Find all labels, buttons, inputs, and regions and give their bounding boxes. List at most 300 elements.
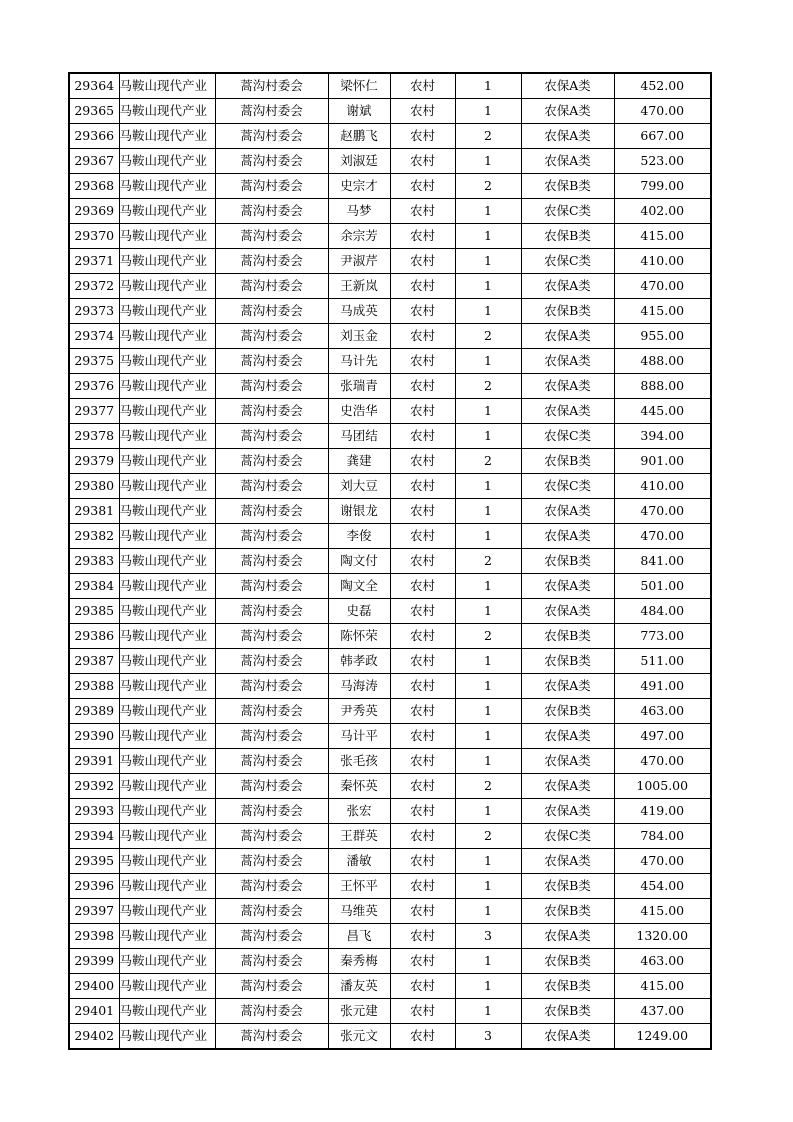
committee-cell: 蒿沟村委会 [215,324,328,349]
count-cell: 1 [455,724,521,749]
organization-cell: 马鞍山现代产业 [119,724,215,749]
organization-cell: 马鞍山现代产业 [119,199,215,224]
amount-cell: 452.00 [614,73,711,99]
amount-cell: 415.00 [614,299,711,324]
amount-cell: 488.00 [614,349,711,374]
record-id-cell: 29375 [69,349,119,374]
area-type-cell: 农村 [390,624,455,649]
name-cell: 王新岚 [328,274,390,299]
organization-cell: 马鞍山现代产业 [119,374,215,399]
amount-cell: 445.00 [614,399,711,424]
committee-cell: 蒿沟村委会 [215,774,328,799]
name-cell: 尹淑芹 [328,249,390,274]
record-id-cell: 29398 [69,924,119,949]
area-type-cell: 农村 [390,849,455,874]
record-id-cell: 29397 [69,899,119,924]
insurance-type-cell: 农保B类 [521,649,614,674]
table-row [69,199,711,224]
count-cell: 2 [455,549,521,574]
name-cell: 刘淑廷 [328,149,390,174]
amount-cell: 415.00 [614,974,711,999]
area-type-cell: 农村 [390,1024,455,1050]
organization-cell: 马鞍山现代产业 [119,749,215,774]
count-cell: 3 [455,924,521,949]
count-cell: 1 [455,199,521,224]
amount-cell: 394.00 [614,424,711,449]
table-row [69,524,711,549]
amount-cell: 415.00 [614,899,711,924]
table-row [69,974,711,999]
name-cell: 张元建 [328,999,390,1024]
insurance-type-cell: 农保A类 [521,274,614,299]
area-type-cell: 农村 [390,874,455,899]
table-row [69,549,711,574]
amount-cell: 888.00 [614,374,711,399]
count-cell: 1 [455,299,521,324]
area-type-cell: 农村 [390,674,455,699]
count-cell: 2 [455,824,521,849]
count-cell: 1 [455,249,521,274]
area-type-cell: 农村 [390,549,455,574]
record-id-cell: 29390 [69,724,119,749]
organization-cell: 马鞍山现代产业 [119,524,215,549]
committee-cell: 蒿沟村委会 [215,949,328,974]
count-cell: 1 [455,599,521,624]
insurance-type-cell: 农保A类 [521,349,614,374]
count-cell: 1 [455,749,521,774]
count-cell: 1 [455,899,521,924]
count-cell: 2 [455,774,521,799]
table-row [69,799,711,824]
name-cell: 余宗芳 [328,224,390,249]
amount-cell: 470.00 [614,99,711,124]
record-id-cell: 29393 [69,799,119,824]
name-cell: 王怀平 [328,874,390,899]
committee-cell: 蒿沟村委会 [215,874,328,899]
amount-cell: 415.00 [614,224,711,249]
table-row [69,424,711,449]
insurance-type-cell: 农保A类 [521,849,614,874]
count-cell: 1 [455,674,521,699]
insurance-type-cell: 农保C类 [521,199,614,224]
insurance-type-cell: 农保B类 [521,624,614,649]
area-type-cell: 农村 [390,649,455,674]
committee-cell: 蒿沟村委会 [215,149,328,174]
amount-cell: 410.00 [614,474,711,499]
count-cell: 1 [455,224,521,249]
record-id-cell: 29367 [69,149,119,174]
amount-cell: 667.00 [614,124,711,149]
insurance-type-cell: 农保B类 [521,974,614,999]
organization-cell: 马鞍山现代产业 [119,149,215,174]
name-cell: 韩孝政 [328,649,390,674]
record-id-cell: 29376 [69,374,119,399]
count-cell: 3 [455,1024,521,1050]
organization-cell: 马鞍山现代产业 [119,324,215,349]
record-id-cell: 29396 [69,874,119,899]
table-row [69,449,711,474]
organization-cell: 马鞍山现代产业 [119,924,215,949]
amount-cell: 1320.00 [614,924,711,949]
amount-cell: 410.00 [614,249,711,274]
insurance-type-cell: 农保B类 [521,949,614,974]
committee-cell: 蒿沟村委会 [215,73,328,99]
table-row [69,949,711,974]
name-cell: 陈怀荣 [328,624,390,649]
committee-cell: 蒿沟村委会 [215,824,328,849]
organization-cell: 马鞍山现代产业 [119,174,215,199]
amount-cell: 1005.00 [614,774,711,799]
table-row [69,399,711,424]
records-table [68,72,712,1050]
insurance-type-cell: 农保B类 [521,999,614,1024]
organization-cell: 马鞍山现代产业 [119,299,215,324]
name-cell: 张宏 [328,799,390,824]
amount-cell: 484.00 [614,599,711,624]
table-row [69,699,711,724]
committee-cell: 蒿沟村委会 [215,399,328,424]
amount-cell: 463.00 [614,699,711,724]
record-id-cell: 29377 [69,399,119,424]
name-cell: 张瑞青 [328,374,390,399]
count-cell: 1 [455,424,521,449]
record-id-cell: 29370 [69,224,119,249]
count-cell: 1 [455,73,521,99]
record-id-cell: 29372 [69,274,119,299]
amount-cell: 437.00 [614,999,711,1024]
organization-cell: 马鞍山现代产业 [119,699,215,724]
insurance-type-cell: 农保A类 [521,799,614,824]
count-cell: 2 [455,374,521,399]
committee-cell: 蒿沟村委会 [215,599,328,624]
organization-cell: 马鞍山现代产业 [119,624,215,649]
record-id-cell: 29365 [69,99,119,124]
insurance-type-cell: 农保A类 [521,724,614,749]
table-row [69,899,711,924]
name-cell: 张毛孩 [328,749,390,774]
committee-cell: 蒿沟村委会 [215,249,328,274]
table-row [69,674,711,699]
insurance-type-cell: 农保A类 [521,399,614,424]
committee-cell: 蒿沟村委会 [215,199,328,224]
committee-cell: 蒿沟村委会 [215,899,328,924]
name-cell: 史浩华 [328,399,390,424]
amount-cell: 491.00 [614,674,711,699]
insurance-type-cell: 农保B类 [521,549,614,574]
committee-cell: 蒿沟村委会 [215,449,328,474]
amount-cell: 1249.00 [614,1024,711,1050]
count-cell: 2 [455,324,521,349]
table-row [69,274,711,299]
area-type-cell: 农村 [390,349,455,374]
organization-cell: 马鞍山现代产业 [119,474,215,499]
record-id-cell: 29399 [69,949,119,974]
amount-cell: 497.00 [614,724,711,749]
area-type-cell: 农村 [390,124,455,149]
name-cell: 昌飞 [328,924,390,949]
committee-cell: 蒿沟村委会 [215,749,328,774]
insurance-type-cell: 农保A类 [521,774,614,799]
area-type-cell: 农村 [390,824,455,849]
count-cell: 1 [455,974,521,999]
table-row [69,649,711,674]
committee-cell: 蒿沟村委会 [215,549,328,574]
table-row [69,749,711,774]
organization-cell: 马鞍山现代产业 [119,424,215,449]
table-row [69,324,711,349]
record-id-cell: 29369 [69,199,119,224]
area-type-cell: 农村 [390,249,455,274]
amount-cell: 901.00 [614,449,711,474]
table-row [69,1024,711,1050]
record-id-cell: 29379 [69,449,119,474]
name-cell: 潘敏 [328,849,390,874]
record-id-cell: 29386 [69,624,119,649]
record-id-cell: 29388 [69,674,119,699]
amount-cell: 523.00 [614,149,711,174]
committee-cell: 蒿沟村委会 [215,924,328,949]
record-id-cell: 29380 [69,474,119,499]
name-cell: 陶文全 [328,574,390,599]
committee-cell: 蒿沟村委会 [215,574,328,599]
table-row [69,824,711,849]
insurance-type-cell: 农保B类 [521,874,614,899]
count-cell: 1 [455,99,521,124]
record-id-cell: 29384 [69,574,119,599]
table-row [69,124,711,149]
committee-cell: 蒿沟村委会 [215,274,328,299]
name-cell: 秦秀梅 [328,949,390,974]
committee-cell: 蒿沟村委会 [215,224,328,249]
amount-cell: 784.00 [614,824,711,849]
table-row [69,724,711,749]
area-type-cell: 农村 [390,374,455,399]
area-type-cell: 农村 [390,899,455,924]
committee-cell: 蒿沟村委会 [215,799,328,824]
count-cell: 2 [455,624,521,649]
organization-cell: 马鞍山现代产业 [119,399,215,424]
table-row [69,774,711,799]
amount-cell: 470.00 [614,849,711,874]
name-cell: 龚建 [328,449,390,474]
record-id-cell: 29402 [69,1024,119,1050]
amount-cell: 402.00 [614,199,711,224]
name-cell: 马计平 [328,724,390,749]
insurance-type-cell: 农保B类 [521,174,614,199]
committee-cell: 蒿沟村委会 [215,724,328,749]
insurance-type-cell: 农保B类 [521,299,614,324]
insurance-type-cell: 农保A类 [521,524,614,549]
area-type-cell: 农村 [390,99,455,124]
record-id-cell: 29389 [69,699,119,724]
insurance-type-cell: 农保A类 [521,499,614,524]
record-id-cell: 29392 [69,774,119,799]
insurance-type-cell: 农保B类 [521,899,614,924]
count-cell: 2 [455,174,521,199]
record-id-cell: 29395 [69,849,119,874]
insurance-type-cell: 农保C类 [521,474,614,499]
area-type-cell: 农村 [390,999,455,1024]
name-cell: 赵鹏飞 [328,124,390,149]
name-cell: 马计先 [328,349,390,374]
insurance-type-cell: 农保A类 [521,674,614,699]
organization-cell: 马鞍山现代产业 [119,999,215,1024]
committee-cell: 蒿沟村委会 [215,849,328,874]
table-row [69,299,711,324]
organization-cell: 马鞍山现代产业 [119,899,215,924]
committee-cell: 蒿沟村委会 [215,699,328,724]
insurance-type-cell: 农保B类 [521,449,614,474]
area-type-cell: 农村 [390,499,455,524]
table-row [69,174,711,199]
count-cell: 1 [455,874,521,899]
area-type-cell: 农村 [390,199,455,224]
insurance-type-cell: 农保A类 [521,574,614,599]
organization-cell: 马鞍山现代产业 [119,874,215,899]
amount-cell: 470.00 [614,524,711,549]
committee-cell: 蒿沟村委会 [215,374,328,399]
insurance-type-cell: 农保C类 [521,824,614,849]
table-row [69,224,711,249]
table-row [69,99,711,124]
area-type-cell: 农村 [390,949,455,974]
area-type-cell: 农村 [390,174,455,199]
amount-cell: 501.00 [614,574,711,599]
record-id-cell: 29366 [69,124,119,149]
table-row [69,474,711,499]
records-table-body [69,73,711,1049]
committee-cell: 蒿沟村委会 [215,424,328,449]
insurance-type-cell: 农保A类 [521,749,614,774]
organization-cell: 马鞍山现代产业 [119,649,215,674]
insurance-type-cell: 农保A类 [521,924,614,949]
table-row [69,349,711,374]
insurance-type-cell: 农保A类 [521,99,614,124]
amount-cell: 470.00 [614,274,711,299]
count-cell: 1 [455,499,521,524]
count-cell: 2 [455,124,521,149]
committee-cell: 蒿沟村委会 [215,99,328,124]
organization-cell: 马鞍山现代产业 [119,599,215,624]
name-cell: 秦怀英 [328,774,390,799]
name-cell: 刘大豆 [328,474,390,499]
record-id-cell: 29374 [69,324,119,349]
name-cell: 潘友英 [328,974,390,999]
record-id-cell: 29387 [69,649,119,674]
area-type-cell: 农村 [390,224,455,249]
record-id-cell: 29373 [69,299,119,324]
area-type-cell: 农村 [390,599,455,624]
amount-cell: 799.00 [614,174,711,199]
count-cell: 1 [455,649,521,674]
insurance-type-cell: 农保A类 [521,324,614,349]
count-cell: 1 [455,149,521,174]
insurance-type-cell: 农保B类 [521,699,614,724]
table-row [69,149,711,174]
name-cell: 马海涛 [328,674,390,699]
name-cell: 马成英 [328,299,390,324]
amount-cell: 773.00 [614,624,711,649]
count-cell: 1 [455,349,521,374]
record-id-cell: 29382 [69,524,119,549]
name-cell: 马梦 [328,199,390,224]
record-id-cell: 29381 [69,499,119,524]
organization-cell: 马鞍山现代产业 [119,73,215,99]
count-cell: 2 [455,449,521,474]
organization-cell: 马鞍山现代产业 [119,674,215,699]
area-type-cell: 农村 [390,524,455,549]
organization-cell: 马鞍山现代产业 [119,99,215,124]
count-cell: 1 [455,399,521,424]
insurance-type-cell: 农保A类 [521,124,614,149]
record-id-cell: 29394 [69,824,119,849]
insurance-type-cell: 农保A类 [521,374,614,399]
amount-cell: 454.00 [614,874,711,899]
organization-cell: 马鞍山现代产业 [119,124,215,149]
area-type-cell: 农村 [390,324,455,349]
insurance-type-cell: 农保A类 [521,599,614,624]
table-row [69,624,711,649]
organization-cell: 马鞍山现代产业 [119,349,215,374]
name-cell: 刘玉金 [328,324,390,349]
committee-cell: 蒿沟村委会 [215,174,328,199]
area-type-cell: 农村 [390,424,455,449]
name-cell: 梁怀仁 [328,73,390,99]
area-type-cell: 农村 [390,299,455,324]
area-type-cell: 农村 [390,574,455,599]
area-type-cell: 农村 [390,799,455,824]
record-id-cell: 29371 [69,249,119,274]
amount-cell: 841.00 [614,549,711,574]
count-cell: 1 [455,849,521,874]
committee-cell: 蒿沟村委会 [215,349,328,374]
organization-cell: 马鞍山现代产业 [119,274,215,299]
name-cell: 马维英 [328,899,390,924]
committee-cell: 蒿沟村委会 [215,999,328,1024]
count-cell: 1 [455,949,521,974]
count-cell: 1 [455,474,521,499]
amount-cell: 470.00 [614,499,711,524]
table-row [69,599,711,624]
name-cell: 史磊 [328,599,390,624]
organization-cell: 马鞍山现代产业 [119,824,215,849]
committee-cell: 蒿沟村委会 [215,524,328,549]
organization-cell: 马鞍山现代产业 [119,1024,215,1050]
organization-cell: 马鞍山现代产业 [119,224,215,249]
committee-cell: 蒿沟村委会 [215,674,328,699]
count-cell: 1 [455,574,521,599]
area-type-cell: 农村 [390,924,455,949]
record-id-cell: 29368 [69,174,119,199]
committee-cell: 蒿沟村委会 [215,299,328,324]
name-cell: 王群英 [328,824,390,849]
amount-cell: 419.00 [614,799,711,824]
area-type-cell: 农村 [390,449,455,474]
table-row [69,499,711,524]
table-row [69,874,711,899]
record-id-cell: 29385 [69,599,119,624]
area-type-cell: 农村 [390,399,455,424]
insurance-type-cell: 农保A类 [521,73,614,99]
organization-cell: 马鞍山现代产业 [119,949,215,974]
organization-cell: 马鞍山现代产业 [119,774,215,799]
organization-cell: 马鞍山现代产业 [119,574,215,599]
committee-cell: 蒿沟村委会 [215,974,328,999]
table-row [69,73,711,99]
name-cell: 谢银龙 [328,499,390,524]
insurance-type-cell: 农保B类 [521,224,614,249]
table-row [69,249,711,274]
